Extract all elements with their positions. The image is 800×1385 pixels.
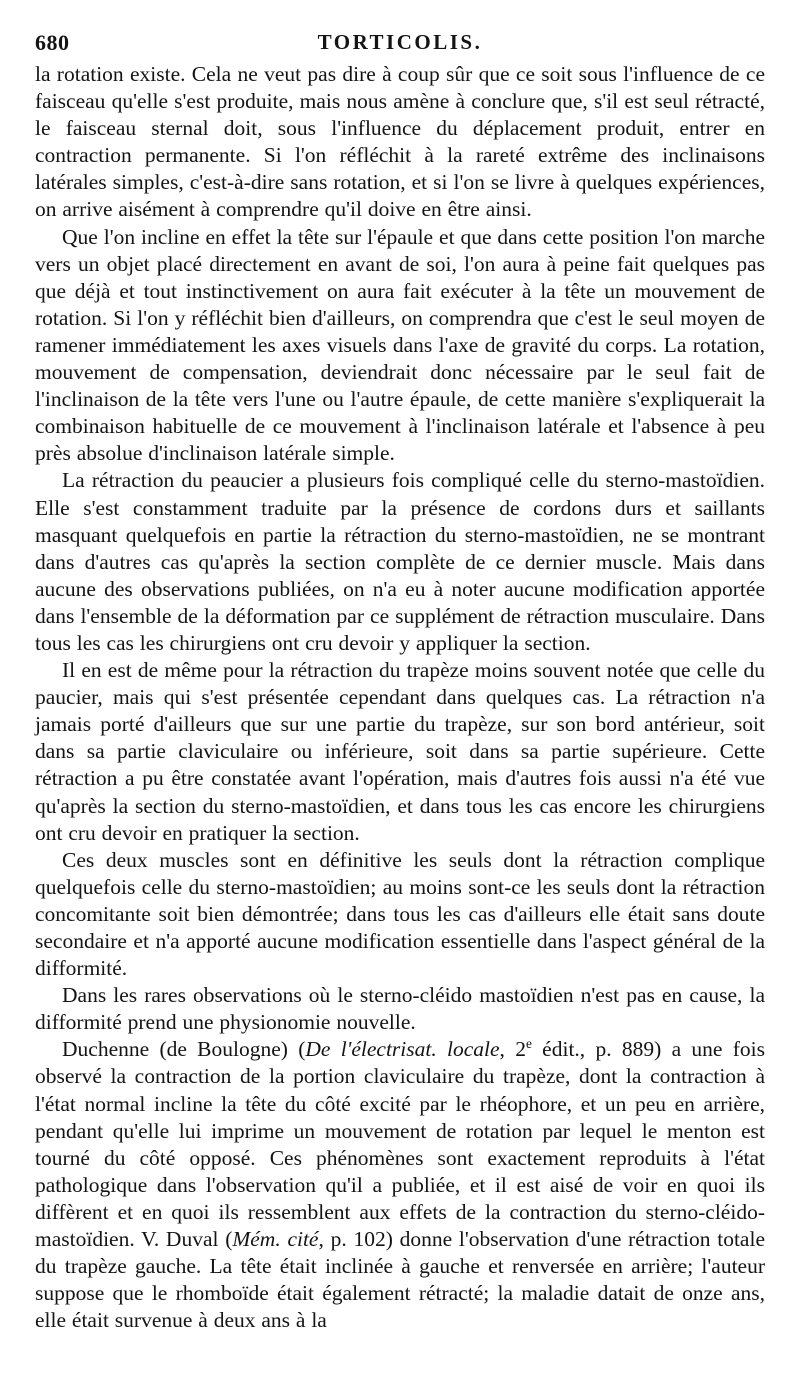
- paragraph: [35, 847, 765, 982]
- text-segment: Que l'on incline en effet la tête sur l'épaule et que dans cette position l'on marche vers un objet placé directement en avant de soi, l'on aura à peine fait quelques pas que déjà et tout instinctivement on aura fait exécuter à la tête un mouvement de rotation. Si l'on y réfléchit bien d'ailleurs, on comprendra que c'est le seul moyen de ramener immédiatement les axes visuels dans l'axe de gravité du corps. La rotation, mouvement de compensation, deviendrait donc nécessaire par le seul fait de l'inclinaison de la tête vers l'une ou l'autre épaule, de cette manière s'expliquerait la combinaison habituelle de ce mouvement à l'inclinaison latérale et l'absence à peu près absolue d'inclinaison latérale simple.: [35, 224, 765, 466]
- italic-citation: Mém. cité: [232, 1227, 319, 1252]
- text-segment: Ces deux muscles sont en définitive les seuls dont la rétraction complique quelquefois celle du sterno-mastoïdien; au moins sont-ce les seuls dont la rétraction concomitante soit bien démontrée; dans tous les cas d'ailleurs elle était sans doute secondaire et n'a apporté aucune modification essentielle dans l'aspect général de la difformité.: [35, 847, 765, 981]
- page-header: [35, 30, 765, 58]
- paragraph: [35, 1036, 765, 1334]
- page-number: 680: [35, 30, 70, 55]
- text-segment: , p. 102) donne l'observation d'une rétraction totale du trapèze gauche. La tête était inclinée à gauche et renversée en arrière; l'auteur suppose que le rhomboïde était également rétracté; la maladie datait de onze ans, elle était survenue à deux ans à la: [35, 1227, 765, 1333]
- paragraph: [35, 467, 765, 657]
- body-text: [35, 61, 765, 1334]
- paragraph: [35, 61, 765, 224]
- text-segment: Dans les rares observations où le sterno-cléido mastoïdien n'est pas en cause, la difformité prend une physionomie nouvelle.: [35, 983, 765, 1035]
- text-segment: La rétraction du peaucier a plusieurs fois compliqué celle du sterno-mastoïdien. Elle s'est constamment traduite par la présence de cordons durs et saillants masquant quelquefois en partie la rétraction du sterno-mastoïdien, ne se montrant dans d'autres cas qu'après la section complète de ce dernier muscle. Mais dans aucune des observations publiées, on n'a eu à noter aucune modification apportée dans l'ensemble de la déformation par ce supplément de rétraction musculaire. Dans tous les cas les chirurgiens ont cru devoir y appliquer la section.: [35, 468, 765, 655]
- italic-citation: De l'électrisat. locale: [305, 1037, 500, 1062]
- superscript: e: [525, 1036, 532, 1052]
- paragraph: [35, 224, 765, 468]
- paragraph: [35, 657, 765, 847]
- running-title: TORTICOLIS.: [317, 30, 483, 54]
- text-segment: Il en est de même pour la rétraction du trapèze moins souvent notée que celle du paucier, mais qui s'est présentée cependant dans quelques cas. La rétraction n'a jamais porté d'ailleurs que sur une partie du trapèze, sur son bord antérieur, soit dans sa partie claviculaire ou inférieure, soit dans sa partie supérieure. Cette rétraction a pu être constatée avant l'opération, mais d'autres fois aussi n'a été vue qu'après la section du sterno-mastoïdien, et dans tous les cas encore les chirurgiens ont cru devoir en pratiquer la section.: [35, 658, 765, 845]
- text-segment: édit., p. 889) a une fois observé la contraction de la portion claviculaire du trapèze, dont la contraction à l'état normal incline la tête du côté excité par le rhéophore, et un peu en arrière, pendant qu'elle lui imprime un mouvement de rotation par lequel le menton est tourné du côté opposé. Ces phénomènes sont exactement reproduits à l'état pathologique dans l'observation qu'il a publiée, et il est aisé de voir en quoi ils diffèrent et en quoi ils ressemblent aux effets de la contraction du sterno-cléido-mastoïdien. V. Duval (: [35, 1037, 765, 1252]
- text-segment: Duchenne (de Boulogne) (: [62, 1037, 306, 1062]
- text-segment: , 2: [499, 1037, 526, 1062]
- paragraph: [35, 982, 765, 1036]
- text-segment: la rotation existe. Cela ne veut pas dire à coup sûr que ce soit sous l'influence de ce faisceau qu'elle s'est produite, mais nous amène à conclure que, s'il est seul rétracté, le faisceau sternal doit, sous l'influence du déplacement produit, entrer en contraction permanente. Si l'on réfléchit à la rareté extrême des inclinaisons latérales simples, c'est-à-dire sans rotation, et si l'on se livre à quelques expériences, on arrive aisément à comprendre qu'il doive en être ainsi.: [35, 62, 765, 222]
